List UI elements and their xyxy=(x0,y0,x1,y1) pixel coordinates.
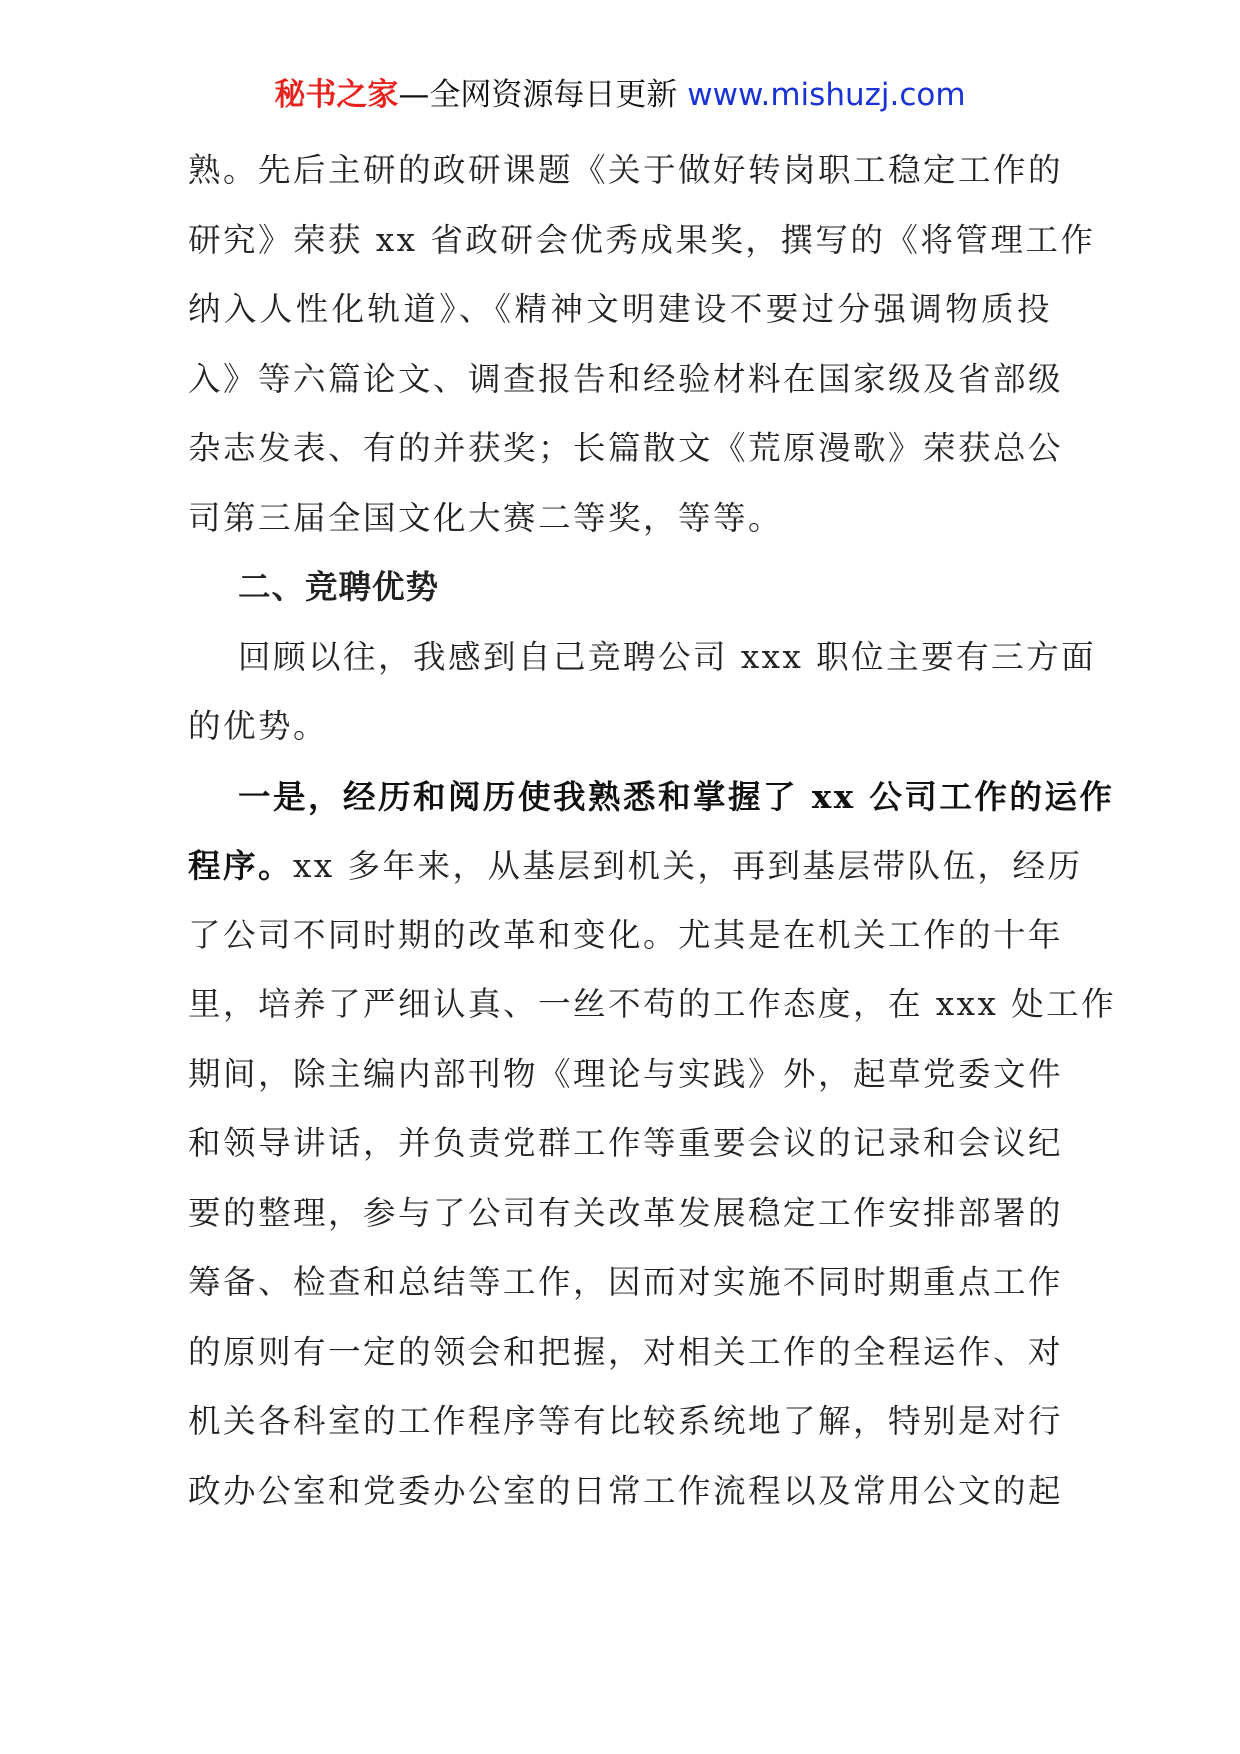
text-line: 了公司不同时期的改革和变化。尤其是在机关工作的十年 xyxy=(188,915,1064,954)
text-line xyxy=(188,831,1083,901)
text-line: 研究》荣获 xx 省政研会优秀成果奖，撰写的《将管理工作 xyxy=(188,220,1096,259)
site-url-link[interactable]: www.mishuzj.com xyxy=(687,77,966,113)
text-line: 杂志发表、有的并获奖；长篇散文《荒原漫歌》荣获总公 xyxy=(188,429,1064,467)
text-line: 政办公室和党委办公室的日常工作流程以及常用公文的起 xyxy=(188,1471,1064,1510)
text-line: 熟。先后主研的政研课题《关于做好转岗职工稳定工作的 xyxy=(188,151,1064,189)
point-one-heading: 一是，经历和阅历使我熟悉和掌握了 xx 公司工作的运作 xyxy=(238,776,1115,816)
text-line: 期间，除主编内部刊物《理论与实践》外，起草党委文件 xyxy=(188,1054,1064,1093)
text-line: 的原则有一定的领会和把握，对相关工作的全程运作、对 xyxy=(188,1332,1064,1371)
text-line: 筹备、检查和总结等工作，因而对实施不同时期重点工作 xyxy=(188,1263,1064,1301)
text-span: xx 多年来，从基层到机关，再到基层带队伍，经历 xyxy=(293,847,1083,885)
text-line: 和领导讲话，并负责党群工作等重要会议的记录和会议纪 xyxy=(188,1124,1064,1162)
text-line: 机关各科室的工作程序等有比较系统地了解，特别是对行 xyxy=(188,1402,1064,1440)
text-line: 纳入人性化轨道》、《精神文明建设不要过分强调物质投 xyxy=(188,290,1052,328)
text-line: 里，培养了严细认真、一丝不苟的工作态度，在 xxx 处工作 xyxy=(188,985,1117,1023)
header-tagline: —全网资源每日更新 xyxy=(398,77,678,113)
text-line: 要的整理，参与了公司有关改革发展稳定工作安排部署的 xyxy=(188,1193,1064,1232)
section-heading: 二、竞聘优势 xyxy=(238,568,440,606)
document-body xyxy=(188,136,1117,1526)
brand-name: 秘书之家 xyxy=(274,77,399,113)
text-line: 入》等六篇论文、调查报告和经验材料在国家级及省部级 xyxy=(188,359,1064,398)
text-line: 司第三届全国文化大赛二等奖，等等。 xyxy=(188,498,784,537)
text-line: 的优势。 xyxy=(188,707,329,745)
point-one-heading-end: 程序。 xyxy=(188,846,294,885)
site-header xyxy=(0,70,1240,120)
text-line: 回顾以往，我感到自己竞聘公司 xxx 职位主要有三方面 xyxy=(238,637,1097,676)
